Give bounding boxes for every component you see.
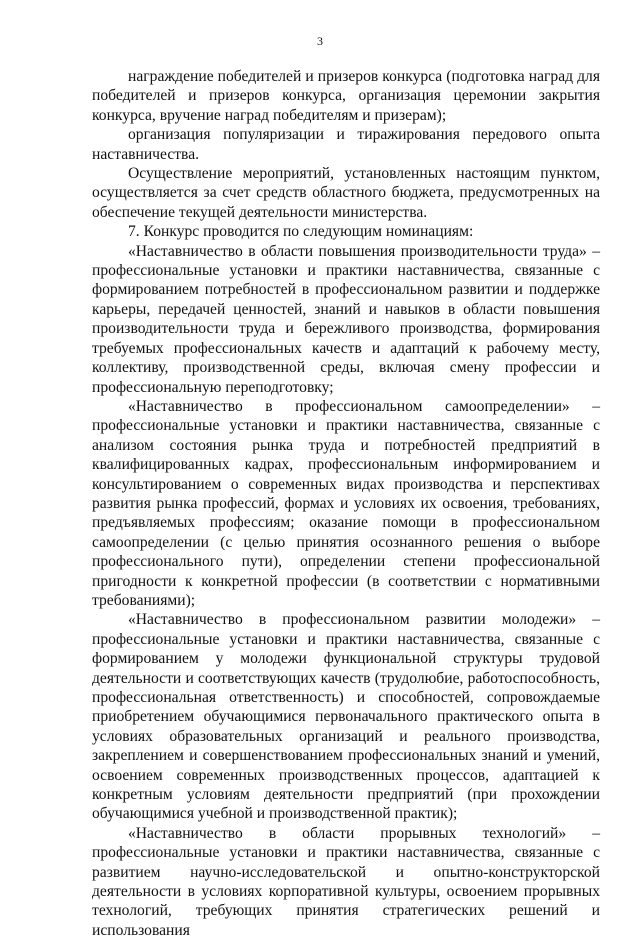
paragraph-nomination-youth-development: «Наставничество в профессиональном развитии молодежи» – профессиональные установки и практики наставничества, связанные с формированием у молодежи функциональной структуры трудовой деятельности и соответствующих качеств (трудолюбие, работоспособность, профессиональная ответственность) и способностей, сопровождаемые приобретением обучающимися первоначального практического опыта в условиях образовательных организаций и реального производства, закреплением и совершенствованием профессиональных знаний и умений, освоением современных производственных процессов, адаптацией к конкретным условиям деятельности предприятий (при прохождении обучающимися учебной и производственной практик); [92,611,600,823]
paragraph-nomination-productivity: «Наставничество в области повышения производительности труда» – профессиональные установки и практики наставничества, связанные с формированием потребностей в профессиональном развитии и поддержке карьеры, передачей ценностей, знаний и навыков в области повышения производительности труда и бережливого производства, формирования требуемых профессиональных качеств и адаптаций к рабочему месту, коллективу, производственной среды, включая смену профессии и профессиональную переподготовку; [92,242,600,396]
document-body [92,67,600,940]
paragraph-nomination-self-determination: «Наставничество в профессиональном самоопределении» – профессиональные установки и практики наставничества, связанные с анализом состояния рынка труда и потребностей предприятий в квалифицированных кадрах, профессиональным информированием и консультированием о современных видах производства и перспективах развития рынка профессий, формах и условиях их освоения, требованиях, предъявляемых профессиям; оказание помощи в профессиональном самоопределении (с целью принятия осознанного решения о выборе профессионального пути), определении степени профессиональной пригодности к конкретной профессии (в соответствии с нормативными требованиями); [92,397,600,609]
paragraph-nominations-heading: 7. Конкурс проводится по следующим номинациям: [128,223,474,241]
paragraph-popularization: организация популяризации и тиражирования передового опыта наставничества. [92,126,600,163]
paragraph-funding: Осуществление мероприятий, установленных настоящим пунктом, осуществляется за счет средств областного бюджета, предусмотренных на обеспечение текущей деятельности министерства. [92,165,600,221]
page-number: 3 [317,34,323,48]
paragraph-award-ceremony: награждение победителей и призеров конкурса (подготовка наград для победителей и призеров конкурса, организация церемонии закрытия конкурса, вручение наград победителям и призерам); [92,68,600,124]
paragraph-nomination-breakthrough-technologies: «Наставничество в области прорывных технологий» – профессиональные установки и практики наставничества, связанные с развитием научно-исследовательской и опытно-конструкторской деятельности в условиях корпоративной культуры, освоением прорывных технологий, требующих принятия стратегических решений и использования [92,824,600,939]
